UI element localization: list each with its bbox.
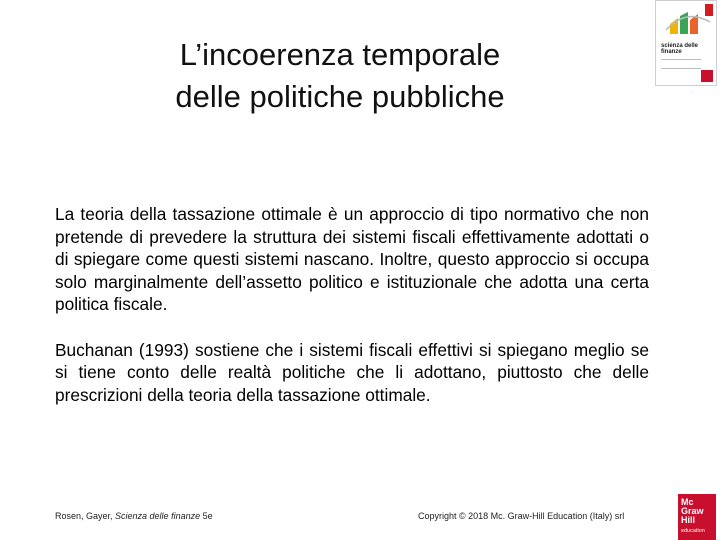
cover-publisher-logo-icon: [701, 70, 713, 82]
cover-title: scienza delle finanze: [661, 43, 699, 55]
footer-edition: 5e: [200, 511, 213, 521]
paragraph-2: Buchanan (1993) sostiene che i sistemi fiscali effettivi si spiegano meglio se si tiene conto delle realtà politiche che li adottano, piuttosto che delle prescrizioni della teoria della tassazione ottimale.: [55, 339, 649, 405]
footer-citation: [55, 511, 213, 521]
footer-authors: Rosen, Gayer,: [55, 511, 116, 521]
slide-body: [55, 203, 649, 406]
slide-title: [90, 34, 590, 118]
paragraph-1-sentence-2: Inoltre, questo approccio si occupa solo marginalmente dell’assetto politico e istituzionale che adotta una certa politica fiscale.: [55, 249, 649, 314]
logo-line-3: Hill: [681, 515, 696, 525]
footer-book-title: Scienza delle finanze: [115, 511, 201, 521]
paragraph-1-sentence-1: La teoria della tassazione ottimale è un approccio di tipo normativo che non pretende di prevedere la struttura dei sistemi fiscali effettivamente adottati o di spiegare come questi sistemi nascano.: [55, 204, 649, 269]
logo-line-4: education: [681, 528, 705, 534]
mcgraw-hill-logo: [678, 494, 716, 540]
paragraph-1: [55, 203, 649, 316]
cover-red-tag: [705, 4, 713, 16]
cover-decoration: [661, 59, 701, 69]
footer-copyright: Copyright © 2018 Mc. Graw-Hill Education (Italy) srl: [418, 511, 625, 521]
logo-line-1: Mc: [681, 497, 694, 507]
title-line-2: delle politiche pubbliche: [175, 79, 505, 114]
book-cover-thumbnail: [655, 0, 717, 86]
title-line-1: L’incoerenza temporale: [179, 37, 501, 72]
logo-line-2: Graw: [681, 506, 704, 516]
